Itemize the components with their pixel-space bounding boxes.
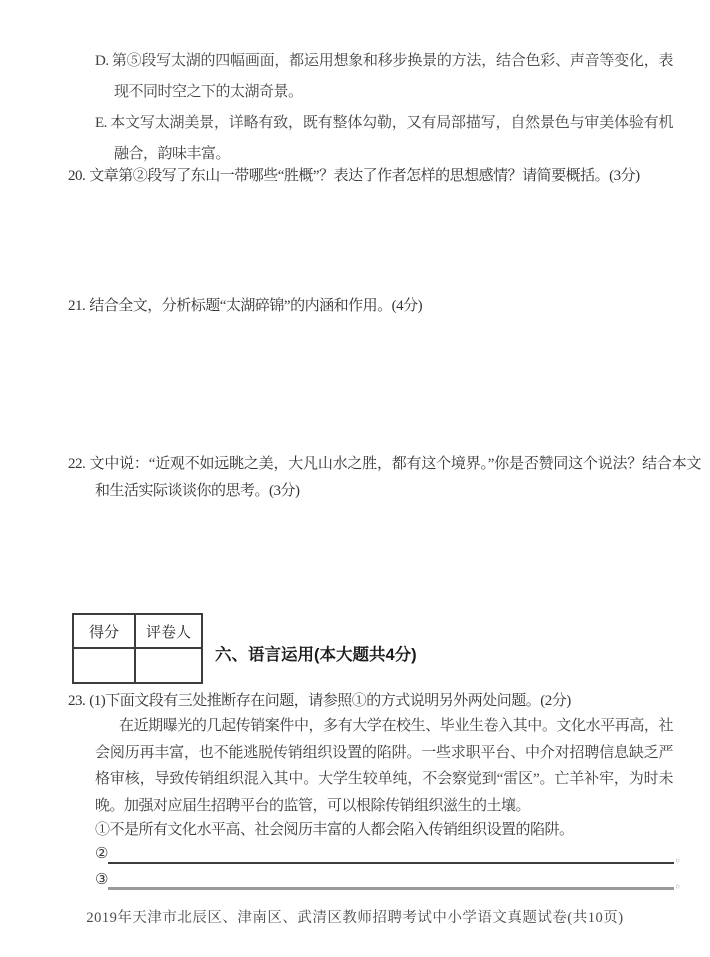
question-21-number: 21. — [68, 298, 86, 314]
grader-header-cell: 评卷人 — [135, 614, 202, 648]
option-e-label: E. — [95, 115, 107, 131]
grader-blank-cell — [135, 648, 202, 683]
question-20-text: 文章第②段写了东山一带哪些“胜概”？表达了作者怎样的思想感情？请简要概括。(3分) — [89, 168, 640, 184]
question-23-item-1: ①不是所有文化水平高、社会阅历丰富的人都会陷入传销组织设置的陷阱。 — [95, 822, 574, 838]
question-23 — [68, 688, 701, 714]
option-e — [95, 108, 673, 170]
question-22-number: 22. — [68, 456, 86, 472]
choice-options-block — [95, 46, 673, 170]
question-21 — [68, 293, 701, 320]
option-d — [95, 46, 673, 108]
question-21-text: 结合全文，分析标题“太湖碎锦”的内涵和作用。(4分) — [89, 298, 423, 314]
score-blank-cell — [73, 648, 135, 683]
score-header-cell: 得分 — [73, 614, 135, 648]
answer-blank-2-rule-line — [108, 862, 675, 864]
score-table — [72, 613, 203, 684]
question-23-passage: 在近期曝光的几起传销案件中，多有大学在校生、毕业生卷入其中。文化水平再高，社会阅历再丰富，也不能逃脱传销组织设置的陷阱。一些求职平台、中介对招聘信息缺乏严格审核，导致传销组织混入其中。大学生较单纯，不会察觉到“雷区”。亡羊补牢，为时未晚。加强对应届生招聘平台的监管，可以根除传销组织滋生的土壤。 — [95, 718, 673, 814]
option-e-text: 本文写太湖美景，详略有致，既有整体勾勒，又有局部描写，自然景色与审美体验有机融合，韵味丰富。 — [109, 115, 673, 162]
question-23-number: 23. — [68, 693, 86, 709]
option-d-text: 第⑤段写太湖的四幅画面，都运用想象和移步换景的方法，结合色彩、声音等变化，表现不同时空之下的太湖奇景。 — [111, 53, 673, 100]
option-d-label: D. — [95, 53, 109, 69]
answer-blank-2-period: 。 — [675, 850, 687, 864]
answer-blank-3 — [95, 869, 687, 890]
question-23-prompt: (1)下面文段有三处推断存在问题，请参照①的方式说明另外两处问题。(2分) — [89, 693, 571, 709]
question-20-number: 20. — [68, 168, 86, 184]
question-22 — [68, 451, 701, 505]
answer-blank-3-label: ③ — [95, 872, 108, 888]
section-title: 六、语言运用(本大题共4分) — [215, 646, 417, 664]
score-table-header-row — [73, 614, 202, 648]
answer-blank-3-period: 。 — [675, 876, 687, 890]
score-table-empty-row — [73, 648, 202, 683]
question-22-text: 文中说：“近观不如远眺之美，大凡山水之胜，都有这个境界。”你是否赞同这个说法？结合本文和生活实际谈谈你的思考。(3分) — [89, 456, 701, 499]
answer-blank-2-label: ② — [95, 846, 108, 862]
page-footer: 2019年天津市北辰区、津南区、武清区教师招聘考试中小学语文真题试卷(共10页) — [86, 910, 624, 926]
answer-blank-2 — [95, 843, 687, 864]
question-20 — [68, 163, 701, 190]
answer-blank-3-rule-line — [108, 887, 675, 890]
